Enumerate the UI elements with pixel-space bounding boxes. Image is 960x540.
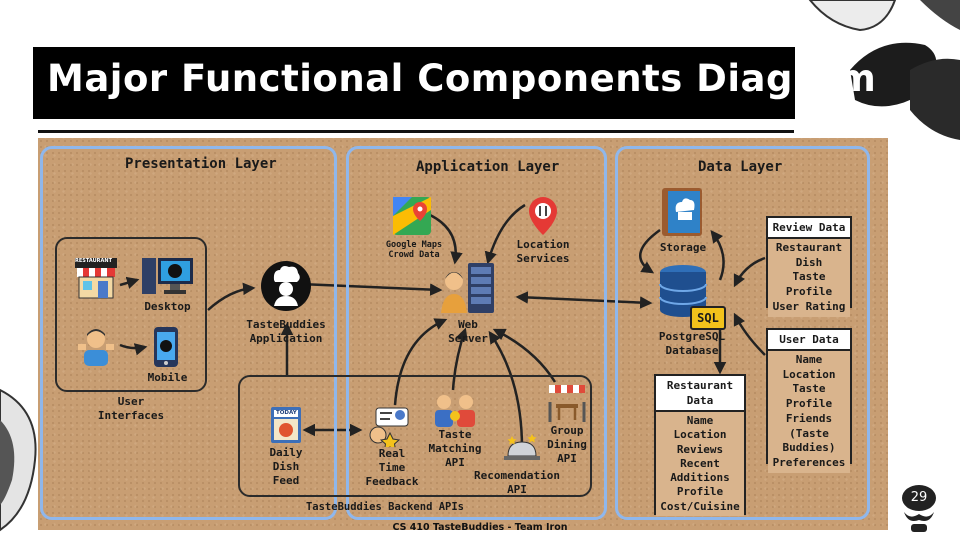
chef-mascot-icon xyxy=(900,508,938,534)
google-maps-icon xyxy=(392,196,432,236)
restaurant-data-card xyxy=(654,374,746,515)
desktop-icon xyxy=(140,256,195,298)
list-item: Cost/Cuisine xyxy=(660,499,740,513)
mobile-label: Mobile xyxy=(147,371,188,384)
person-icon xyxy=(76,326,116,366)
review-data-title: Review Data xyxy=(768,218,850,239)
list-item: User Rating xyxy=(772,299,846,313)
postgresql-database-label: PostgreSQL Database xyxy=(658,330,726,357)
recommendation-icon xyxy=(502,432,542,466)
list-item: Buddies) xyxy=(782,441,836,455)
google-maps-label: Google Maps Crowd Data xyxy=(385,240,443,260)
review-data-card xyxy=(766,216,852,313)
sql-badge: SQL xyxy=(690,306,726,330)
tastebuddies-app-label: TasteBuddies Application xyxy=(246,318,326,345)
taste-matching-icon xyxy=(432,392,478,428)
data-layer-title: Data Layer xyxy=(698,159,783,175)
list-item: Recent xyxy=(680,456,720,470)
restaurant-data-title: Restaurant Data xyxy=(656,376,744,412)
web-server-label: Web Server xyxy=(448,318,488,345)
list-item: Dish xyxy=(795,255,823,269)
user-interfaces-label: User Interfaces xyxy=(97,395,165,422)
user-data-card xyxy=(766,328,852,469)
list-item: Friends xyxy=(785,411,833,425)
tastebuddies-app-icon xyxy=(260,260,312,312)
slide-footer: CS 410 TasteBuddies - Team Iron xyxy=(392,522,568,533)
desktop-label: Desktop xyxy=(144,300,191,313)
recommendation-api-label: Recomendation API xyxy=(473,469,561,496)
web-server-icon xyxy=(440,262,496,314)
real-time-feedback-label: Real Time Feedback xyxy=(365,447,419,488)
daily-dish-feed-label: Daily Dish Feed xyxy=(269,446,303,487)
today-sign: TODAY xyxy=(276,410,297,416)
list-item: Reviews xyxy=(676,442,724,456)
list-item: Location xyxy=(782,367,836,381)
group-dining-label: Group Dining API xyxy=(547,424,587,465)
list-item: Profile xyxy=(676,485,724,499)
list-item: Location xyxy=(673,428,727,442)
list-item: Taste xyxy=(792,382,826,396)
list-item: (Taste xyxy=(789,426,829,440)
taste-matching-label: Taste Matching API xyxy=(428,428,482,469)
application-layer-title: Application Layer xyxy=(416,159,560,175)
storage-label: Storage xyxy=(659,241,707,254)
mobile-icon xyxy=(152,326,180,368)
list-item: Additions xyxy=(670,471,730,485)
group-dining-icon xyxy=(548,384,586,424)
slide-title: Major Functional Components Diagram xyxy=(47,57,877,100)
list-item: Profile xyxy=(785,397,833,411)
user-data-title: User Data xyxy=(768,330,850,351)
list-item: Taste xyxy=(792,270,826,284)
backend-apis-label: TasteBuddies Backend APIs xyxy=(305,501,465,513)
list-item: Name xyxy=(795,353,823,366)
page-number: 29 xyxy=(902,485,936,511)
feedback-icon xyxy=(368,405,414,447)
list-item: Preferences xyxy=(772,455,846,469)
storage-book-icon xyxy=(660,186,706,238)
review-data-list xyxy=(768,239,850,317)
list-item: Profile xyxy=(785,285,833,299)
location-pin-icon xyxy=(527,196,559,236)
restaurant-data-list xyxy=(656,412,744,516)
location-services-label: Location Services xyxy=(516,238,570,265)
restaurant-sign: RESTAURANT xyxy=(75,258,112,264)
list-item: Name xyxy=(686,414,714,427)
presentation-layer-title: Presentation Layer xyxy=(125,156,277,172)
user-data-list xyxy=(768,351,850,473)
list-item: Restaurant xyxy=(775,241,843,254)
